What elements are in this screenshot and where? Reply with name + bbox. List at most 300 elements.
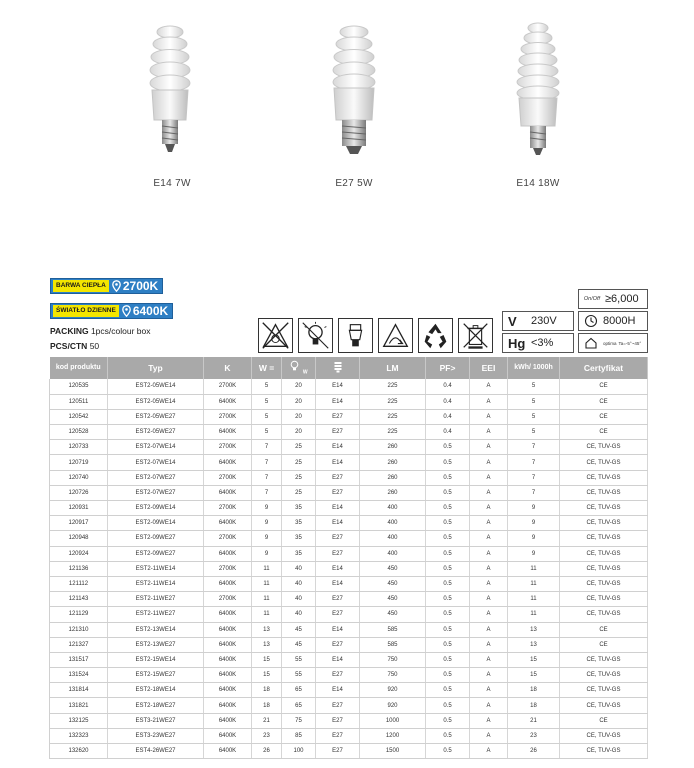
cell-certificate: CE, TUV-GS	[560, 683, 648, 698]
ambient-prefix: optima	[603, 340, 617, 346]
cell-lumen: 450	[360, 561, 426, 576]
cell-kwh: 18	[508, 698, 560, 713]
cell-equivalent-watt: 35	[282, 546, 316, 561]
cell-kelvin: 6400K	[204, 668, 252, 683]
cell-eei: A	[470, 561, 508, 576]
cell-socket: E27	[316, 637, 360, 652]
cell-equivalent-watt: 40	[282, 607, 316, 622]
badge-label: BARWA CIEPŁA	[53, 280, 109, 292]
cell-type: EST3-23WE27	[108, 728, 204, 743]
cell-kwh: 11	[508, 607, 560, 622]
cell-socket: E14	[316, 394, 360, 409]
cell-watt: 13	[252, 622, 282, 637]
cell-eei: A	[470, 713, 508, 728]
pcs-value: 50	[89, 341, 100, 351]
cell-socket: E14	[316, 440, 360, 455]
cell-watt: 5	[252, 379, 282, 394]
cell-kelvin: 2700K	[204, 531, 252, 546]
cell-certificate: CE, TUV-GS	[560, 652, 648, 667]
cell-product-code: 120726	[50, 485, 108, 500]
lifetime-value: 8000H	[603, 315, 636, 327]
cell-lumen: 225	[360, 425, 426, 440]
cell-product-code: 132125	[50, 713, 108, 728]
cell-equivalent-watt: 25	[282, 455, 316, 470]
cell-equivalent-watt: 20	[282, 425, 316, 440]
cell-watt: 7	[252, 455, 282, 470]
cell-power-factor: 0.5	[426, 440, 470, 455]
house-icon	[581, 334, 601, 352]
cell-kelvin: 6400K	[204, 607, 252, 622]
cell-kelvin: 6400K	[204, 425, 252, 440]
cell-product-code: 120511	[50, 394, 108, 409]
header-eei: EEI	[470, 357, 508, 379]
cell-certificate: CE, TUV-GS	[560, 485, 648, 500]
cell-lumen: 450	[360, 576, 426, 591]
cell-kelvin: 2700K	[204, 501, 252, 516]
cell-product-code: 120542	[50, 409, 108, 424]
cell-product-code: 120719	[50, 455, 108, 470]
cell-eei: A	[470, 668, 508, 683]
cell-product-code: 121327	[50, 637, 108, 652]
cell-socket: E27	[316, 607, 360, 622]
cell-kelvin: 6400K	[204, 394, 252, 409]
badge-value: 2700K	[122, 279, 159, 293]
cell-socket: E27	[316, 470, 360, 485]
cell-equivalent-watt: 45	[282, 622, 316, 637]
table-row	[50, 485, 648, 500]
cell-certificate: CE	[560, 713, 648, 728]
cell-watt: 9	[252, 531, 282, 546]
cell-kwh: 15	[508, 668, 560, 683]
cell-kwh: 9	[508, 546, 560, 561]
cell-watt: 9	[252, 546, 282, 561]
location-pin-icon	[111, 279, 123, 293]
cell-watt: 13	[252, 637, 282, 652]
cell-certificate: CE	[560, 409, 648, 424]
cell-lumen: 260	[360, 485, 426, 500]
cell-socket: E27	[316, 668, 360, 683]
cell-lumen: 450	[360, 592, 426, 607]
cell-certificate: CE, TUV-GS	[560, 455, 648, 470]
product-caption: E14 7W	[153, 178, 191, 189]
cell-type: EST2-11WE14	[108, 576, 204, 591]
socket-icon	[338, 318, 373, 353]
cell-eei: A	[470, 425, 508, 440]
cell-kelvin: 6400K	[204, 455, 252, 470]
cell-equivalent-watt: 100	[282, 744, 316, 759]
cell-product-code: 131814	[50, 683, 108, 698]
cell-kelvin: 6400K	[204, 744, 252, 759]
cell-eei: A	[470, 501, 508, 516]
cell-eei: A	[470, 698, 508, 713]
cell-kwh: 7	[508, 470, 560, 485]
cell-type: EST2-05WE14	[108, 394, 204, 409]
cell-socket: E14	[316, 516, 360, 531]
cell-product-code: 121112	[50, 576, 108, 591]
cell-power-factor: 0.4	[426, 425, 470, 440]
voltage-symbol: V	[508, 313, 517, 329]
voltage-value: 230V	[531, 315, 557, 327]
cell-socket: E14	[316, 379, 360, 394]
cell-kelvin: 6400K	[204, 516, 252, 531]
cell-kwh: 5	[508, 425, 560, 440]
table-row	[50, 379, 648, 394]
cell-socket: E14	[316, 622, 360, 637]
table-row	[50, 425, 648, 440]
cell-equivalent-watt: 25	[282, 470, 316, 485]
cell-power-factor: 0.5	[426, 698, 470, 713]
cell-equivalent-watt: 35	[282, 501, 316, 516]
cell-kwh: 5	[508, 394, 560, 409]
product-caption: E14 18W	[516, 178, 560, 189]
badge-daylight	[50, 303, 173, 319]
cell-type: EST2-07WE14	[108, 455, 204, 470]
cell-kwh: 13	[508, 637, 560, 652]
cell-certificate: CE, TUV-GS	[560, 501, 648, 516]
cell-power-factor: 0.5	[426, 485, 470, 500]
cell-type: EST2-13WE27	[108, 637, 204, 652]
cell-power-factor: 0.5	[426, 728, 470, 743]
warm-up-icon	[378, 318, 413, 353]
cell-certificate: CE	[560, 425, 648, 440]
cell-lumen: 400	[360, 501, 426, 516]
table-row	[50, 576, 648, 591]
cell-certificate: CE	[560, 394, 648, 409]
socket-header-icon	[333, 368, 343, 375]
cell-lumen: 225	[360, 409, 426, 424]
cell-product-code: 120535	[50, 379, 108, 394]
cell-power-factor: 0.5	[426, 592, 470, 607]
cell-power-factor: 0.5	[426, 683, 470, 698]
voltage-spec	[502, 311, 574, 331]
cell-kwh: 9	[508, 501, 560, 516]
cell-kwh: 7	[508, 440, 560, 455]
cell-lumen: 400	[360, 516, 426, 531]
cell-watt: 15	[252, 668, 282, 683]
cell-product-code: 131524	[50, 668, 108, 683]
table-row	[50, 516, 648, 531]
cell-socket: E14	[316, 561, 360, 576]
header-lumen: LM	[360, 357, 426, 379]
cell-socket: E14	[316, 652, 360, 667]
mercury-value: <3%	[531, 337, 554, 349]
cell-eei: A	[470, 379, 508, 394]
cell-lumen: 750	[360, 652, 426, 667]
cell-kelvin: 6400K	[204, 728, 252, 743]
table-row	[50, 637, 648, 652]
cell-eei: A	[470, 546, 508, 561]
cell-eei: A	[470, 592, 508, 607]
cell-socket: E27	[316, 425, 360, 440]
cell-watt: 15	[252, 652, 282, 667]
cell-kelvin: 6400K	[204, 713, 252, 728]
spiral-bulb-image	[102, 20, 242, 170]
cell-watt: 21	[252, 713, 282, 728]
cell-type: EST2-05WE27	[108, 409, 204, 424]
cell-eei: A	[470, 516, 508, 531]
weee-bin-icon	[458, 318, 493, 353]
cell-type: EST2-18WE27	[108, 698, 204, 713]
cell-power-factor: 0.5	[426, 637, 470, 652]
cell-watt: 11	[252, 576, 282, 591]
cell-kwh: 9	[508, 531, 560, 546]
recycle-icon	[418, 318, 453, 353]
cell-kwh: 23	[508, 728, 560, 743]
lifetime-spec	[578, 311, 648, 331]
cell-socket: E27	[316, 728, 360, 743]
header-kwh: kWh/ 1000h	[508, 357, 560, 379]
spiral-bulb-image	[284, 20, 424, 170]
cell-certificate: CE, TUV-GS	[560, 607, 648, 622]
cell-type: EST2-11WE27	[108, 592, 204, 607]
cell-power-factor: 0.5	[426, 652, 470, 667]
cell-certificate: CE	[560, 379, 648, 394]
table-row	[50, 561, 648, 576]
cell-power-factor: 0.5	[426, 713, 470, 728]
cell-equivalent-watt: 25	[282, 440, 316, 455]
cell-type: EST2-15WE27	[108, 668, 204, 683]
cell-eei: A	[470, 485, 508, 500]
cell-product-code: 120733	[50, 440, 108, 455]
cell-type: EST2-05WE27	[108, 425, 204, 440]
table-row	[50, 652, 648, 667]
cell-certificate: CE, TUV-GS	[560, 576, 648, 591]
cell-kelvin: 2700K	[204, 409, 252, 424]
cell-power-factor: 0.4	[426, 379, 470, 394]
cell-kwh: 13	[508, 622, 560, 637]
table-row	[50, 622, 648, 637]
cell-eei: A	[470, 607, 508, 622]
cell-product-code: 121136	[50, 561, 108, 576]
switching-value: ≥6,000	[605, 293, 639, 305]
cell-lumen: 260	[360, 440, 426, 455]
cell-socket: E27	[316, 531, 360, 546]
cell-socket: E14	[316, 576, 360, 591]
cell-lumen: 1200	[360, 728, 426, 743]
cell-product-code: 120948	[50, 531, 108, 546]
cell-product-code: 121310	[50, 622, 108, 637]
cell-kwh: 11	[508, 576, 560, 591]
cell-certificate: CE	[560, 622, 648, 637]
cell-type: EST2-07WE27	[108, 470, 204, 485]
cell-socket: E27	[316, 713, 360, 728]
cell-lumen: 225	[360, 379, 426, 394]
cell-watt: 11	[252, 561, 282, 576]
cell-watt: 9	[252, 516, 282, 531]
cell-product-code: 121143	[50, 592, 108, 607]
header-kelvin: K	[204, 357, 252, 379]
cell-power-factor: 0.5	[426, 501, 470, 516]
cell-certificate: CE, TUV-GS	[560, 546, 648, 561]
cell-equivalent-watt: 45	[282, 637, 316, 652]
product-caption: E27 5W	[335, 178, 373, 189]
cell-type: EST2-09WE14	[108, 501, 204, 516]
cell-power-factor: 0.4	[426, 409, 470, 424]
cell-kwh: 5	[508, 379, 560, 394]
cell-power-factor: 0.5	[426, 455, 470, 470]
cell-equivalent-watt: 20	[282, 394, 316, 409]
cell-power-factor: 0.5	[426, 561, 470, 576]
cell-watt: 7	[252, 470, 282, 485]
cell-power-factor: 0.5	[426, 607, 470, 622]
cell-power-factor: 0.4	[426, 394, 470, 409]
cell-product-code: 120528	[50, 425, 108, 440]
header-watt	[252, 357, 282, 379]
header-socket	[316, 357, 360, 379]
cell-type: EST3-21WE27	[108, 713, 204, 728]
cell-product-code: 132620	[50, 744, 108, 759]
cell-certificate: CE, TUV-GS	[560, 744, 648, 759]
table-row	[50, 744, 648, 759]
cell-kelvin: 2700K	[204, 440, 252, 455]
cell-watt: 11	[252, 607, 282, 622]
cell-equivalent-watt: 40	[282, 576, 316, 591]
table-header-row	[50, 357, 648, 379]
cell-power-factor: 0.5	[426, 470, 470, 485]
cell-kelvin: 6400K	[204, 698, 252, 713]
cell-certificate: CE, TUV-GS	[560, 516, 648, 531]
cell-certificate: CE, TUV-GS	[560, 668, 648, 683]
cell-equivalent-watt: 55	[282, 668, 316, 683]
table-body	[50, 379, 648, 759]
cell-socket: E14	[316, 683, 360, 698]
cell-kwh: 5	[508, 409, 560, 424]
cell-lumen: 450	[360, 607, 426, 622]
badge-warm-light	[50, 278, 163, 294]
cell-kwh: 18	[508, 683, 560, 698]
no-dimmer-icon	[258, 318, 293, 353]
cell-socket: E14	[316, 455, 360, 470]
cell-certificate: CE, TUV-GS	[560, 592, 648, 607]
cell-kelvin: 2700K	[204, 379, 252, 394]
pcs-info	[50, 341, 99, 351]
cell-certificate: CE, TUV-GS	[560, 728, 648, 743]
cell-watt: 18	[252, 683, 282, 698]
cell-watt: 9	[252, 501, 282, 516]
table-row	[50, 668, 648, 683]
cell-socket: E27	[316, 546, 360, 561]
header-certificate: Certyfikat	[560, 357, 648, 379]
cell-product-code: 120740	[50, 470, 108, 485]
table-row	[50, 470, 648, 485]
table-row	[50, 683, 648, 698]
cell-socket: E27	[316, 485, 360, 500]
cell-eei: A	[470, 455, 508, 470]
cell-equivalent-watt: 65	[282, 683, 316, 698]
cell-type: EST2-13WE14	[108, 622, 204, 637]
cell-kelvin: 2700K	[204, 561, 252, 576]
cell-watt: 5	[252, 425, 282, 440]
cell-socket: E27	[316, 744, 360, 759]
cell-certificate: CE, TUV-GS	[560, 698, 648, 713]
packing-label: PACKING	[50, 326, 89, 336]
cell-socket: E27	[316, 409, 360, 424]
cell-equivalent-watt: 35	[282, 531, 316, 546]
cell-kwh: 21	[508, 713, 560, 728]
header-type: Typ	[108, 357, 204, 379]
product-card-e14-18w	[468, 0, 608, 200]
product-card-e27-5w	[284, 0, 424, 200]
cell-lumen: 260	[360, 470, 426, 485]
table-row	[50, 409, 648, 424]
ambient-value: Ta=-5°~45°	[618, 340, 642, 346]
location-pin-icon	[121, 304, 133, 318]
header-product-code: kod produktu	[50, 357, 108, 379]
cell-kelvin: 2700K	[204, 592, 252, 607]
cell-product-code: 132323	[50, 728, 108, 743]
cell-kelvin: 6400K	[204, 683, 252, 698]
cell-lumen: 920	[360, 683, 426, 698]
product-spec-table	[49, 357, 648, 759]
cell-certificate: CE, TUV-GS	[560, 440, 648, 455]
table-row	[50, 592, 648, 607]
cell-kwh: 26	[508, 744, 560, 759]
cell-type: EST2-05WE14	[108, 379, 204, 394]
cell-lumen: 1500	[360, 744, 426, 759]
switching-cycles-spec	[578, 289, 648, 309]
cell-kelvin: 6400K	[204, 622, 252, 637]
cell-eei: A	[470, 683, 508, 698]
cell-equivalent-watt: 20	[282, 379, 316, 394]
cell-type: EST2-09WE27	[108, 531, 204, 546]
cell-equivalent-watt: 75	[282, 713, 316, 728]
cell-lumen: 1000	[360, 713, 426, 728]
cell-eei: A	[470, 728, 508, 743]
cell-kelvin: 6400K	[204, 637, 252, 652]
cell-socket: E27	[316, 592, 360, 607]
cell-certificate: CE, TUV-GS	[560, 561, 648, 576]
cell-type: EST2-09WE14	[108, 516, 204, 531]
cell-eei: A	[470, 622, 508, 637]
equals-sign: =	[269, 363, 275, 373]
cell-product-code: 131517	[50, 652, 108, 667]
cell-kwh: 7	[508, 485, 560, 500]
cell-product-code: 120931	[50, 501, 108, 516]
cell-type: EST2-09WE27	[108, 546, 204, 561]
cell-certificate: CE	[560, 637, 648, 652]
cell-watt: 11	[252, 592, 282, 607]
packing-value: 1pcs/colour box	[90, 326, 151, 336]
badge-value: 6400K	[132, 304, 169, 318]
cell-kwh: 11	[508, 561, 560, 576]
cell-eei: A	[470, 531, 508, 546]
cell-watt: 18	[252, 698, 282, 713]
cell-eei: A	[470, 637, 508, 652]
cell-product-code: 121129	[50, 607, 108, 622]
table-row	[50, 713, 648, 728]
cell-watt: 5	[252, 409, 282, 424]
table-row	[50, 698, 648, 713]
cell-type: EST2-11WE27	[108, 607, 204, 622]
cell-eei: A	[470, 409, 508, 424]
cell-power-factor: 0.5	[426, 576, 470, 591]
cell-equivalent-watt: 20	[282, 409, 316, 424]
table-row	[50, 607, 648, 622]
table-row	[50, 394, 648, 409]
cell-socket: E27	[316, 698, 360, 713]
cell-product-code: 120924	[50, 546, 108, 561]
bulb-outline-icon	[289, 363, 302, 373]
cell-certificate: CE, TUV-GS	[560, 531, 648, 546]
cell-kelvin: 6400K	[204, 485, 252, 500]
cell-lumen: 920	[360, 698, 426, 713]
table-row	[50, 455, 648, 470]
cell-power-factor: 0.5	[426, 668, 470, 683]
cell-eei: A	[470, 744, 508, 759]
cell-lumen: 400	[360, 531, 426, 546]
cell-power-factor: 0.5	[426, 622, 470, 637]
cell-power-factor: 0.5	[426, 744, 470, 759]
